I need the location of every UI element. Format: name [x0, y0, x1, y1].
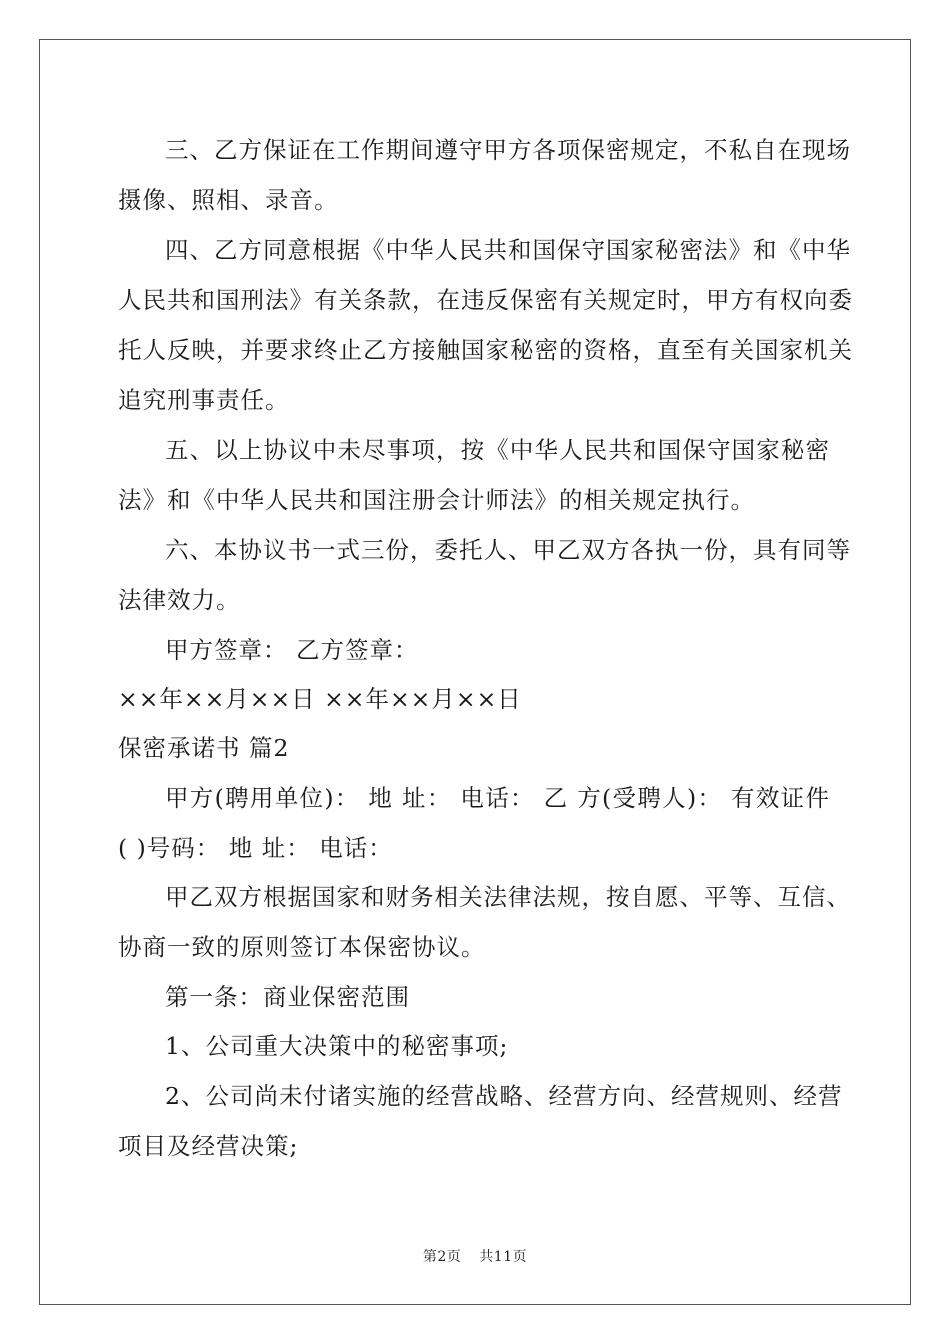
paragraph-line: 三、乙方保证在工作期间遵守甲方各项保密规定，不私自在现场 [165, 136, 851, 164]
date-line: ××年××月××日 ××年××月××日 [118, 685, 522, 713]
total-pages: 共11页 [479, 1249, 528, 1265]
paragraph-line: ( )号码： 地 址： 电话： [118, 834, 393, 862]
paragraph-line: 甲乙双方根据国家和财务相关法律法规，按自愿、平等、互信、 [165, 883, 851, 911]
article-heading: 第一条：商业保密范围 [165, 983, 410, 1011]
paragraph-line: 协商一致的原则签订本保密协议。 [118, 933, 486, 961]
section-title: 保密承诺书 篇2 [118, 734, 290, 762]
paragraph-line: 四、乙方同意根据《中华人民共和国保守国家秘密法》和《中华 [165, 236, 851, 264]
list-item: 项目及经营决策; [118, 1132, 299, 1160]
paragraph-line: 法》和《中华人民共和国注册会计师法》的相关规定执行。 [118, 486, 755, 514]
paragraph-line: 法律效力。 [118, 586, 241, 614]
paragraph-line: 甲方(聘用单位)： 地 址： 电话： 乙 方(受聘人)： 有效证件 [165, 784, 830, 812]
page-border [39, 39, 911, 1305]
paragraph-line: 六、本协议书一式三份，委托人、甲乙双方各执一份，具有同等 [165, 536, 851, 564]
paragraph-line: 五、以上协议中未尽事项，按《中华人民共和国保守国家秘密 [165, 436, 830, 464]
paragraph-line: 追究刑事责任。 [118, 386, 290, 414]
list-item: 2、公司尚未付诸实施的经营战略、经营方向、经营规则、经营 [165, 1082, 843, 1110]
paragraph-line: 人民共和国刑法》有关条款，在违反保密有关规定时，甲方有权向委 [118, 286, 853, 314]
page-number: 第2页 [422, 1249, 462, 1265]
signature-line: 甲方签章： 乙方签章： [165, 636, 419, 664]
list-item: 1、公司重大决策中的秘密事项; [165, 1032, 509, 1060]
paragraph-line: 摄像、照相、录音。 [118, 186, 339, 214]
page-footer [0, 1248, 950, 1266]
paragraph-line: 托人反映，并要求终止乙方接触国家秘密的资格，直至有关国家机关 [118, 336, 853, 364]
